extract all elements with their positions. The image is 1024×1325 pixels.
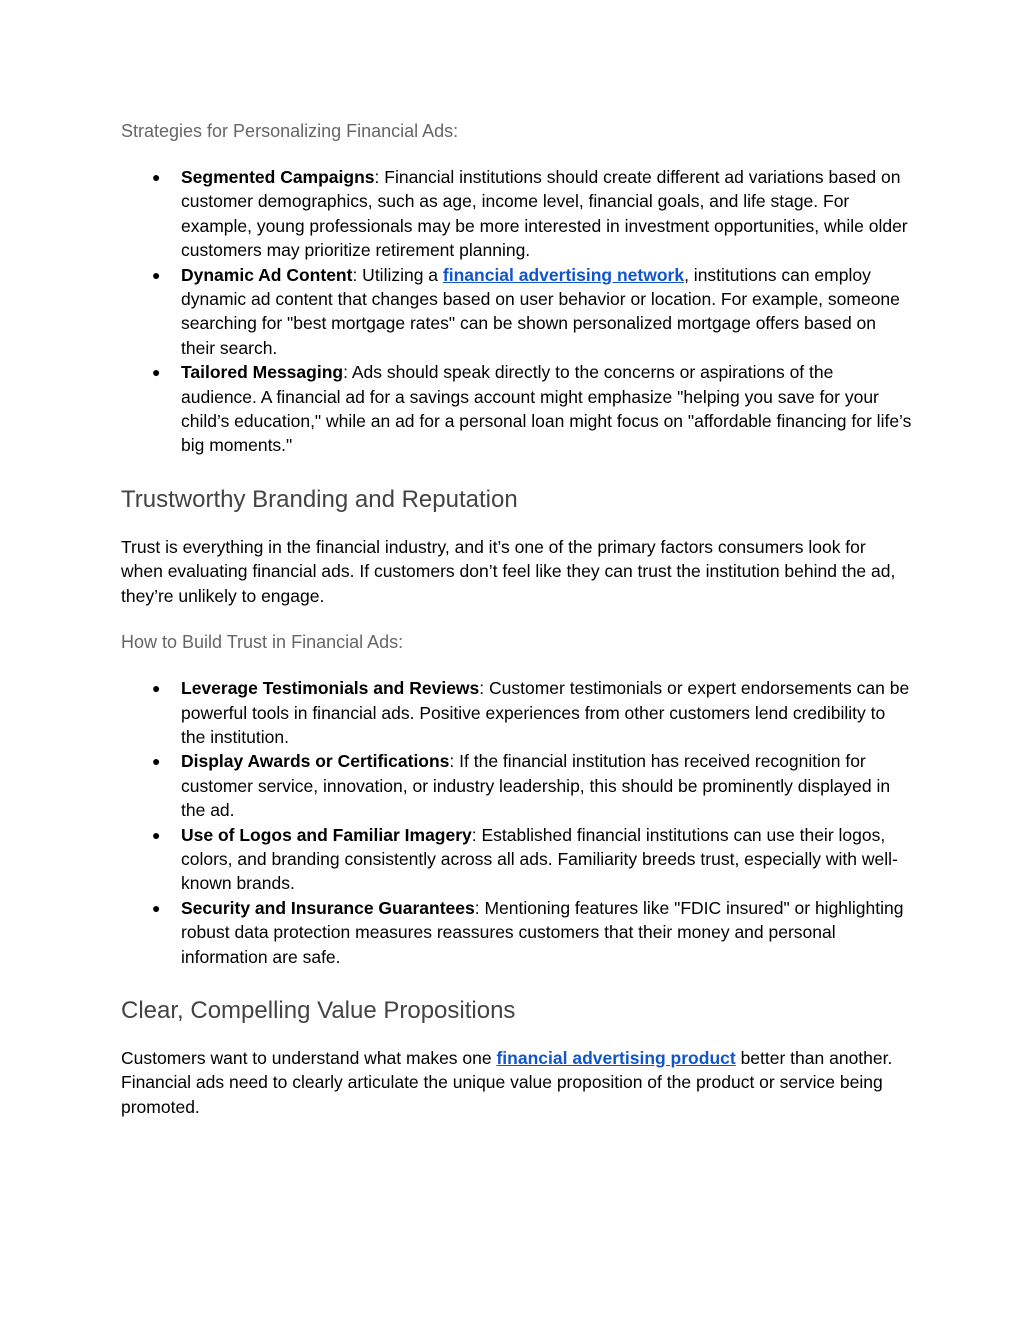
item-text-after-link: , institutions can employ dynamic ad content that changes based on user behavior or location. For example, someone searching for "best mortgage rates" can be shown personalized mortgage offers based on their search. — [181, 264, 900, 358]
item-text: : Ads should speak directly to the concerns or aspirations of the audience. A financial ad for a savings account might emphasize "helping you save for your child’s education," while an ad for a personal loan might focus on "affordable financing for life’s big moments." — [181, 362, 912, 456]
bullet-icon: ● — [152, 680, 161, 697]
list-item — [152, 896, 912, 969]
item-text: : Customer testimonials or expert endorsements can be powerful tools in financial ads. Positive experiences from other customers lend credibility to the institution. — [181, 678, 910, 747]
item-text: : Financial institutions should create different ad variations based on customer demographics, such as age, income level, financial goals, and life stage. For example, young professionals may be more interested in investment opportunities, while older customers may prioritize retirement planning. — [181, 167, 908, 261]
item-title: Use of Logos and Familiar Imagery — [181, 824, 472, 845]
item-title: Leverage Testimonials and Reviews — [181, 678, 480, 699]
financial-advertising-network-link[interactable]: financial advertising network — [442, 264, 685, 285]
item-title: Display Awards or Certifications — [181, 751, 450, 772]
bullet-icon: ● — [152, 364, 161, 381]
item-text: : Mentioning features like "FDIC insured" or highlighting robust data protection measures reassures customers that their money and personal information are safe. — [181, 897, 904, 967]
trust-paragraph: Trust is everything in the financial industry, and it’s one of the primary factors consumers look for when evaluating financial ads. If customers don’t feel like they can trust the institution behind the ad, they’re unlikely to engage. — [121, 536, 896, 606]
subheading-build-trust: How to Build Trust in Financial Ads: — [121, 632, 404, 653]
trust-list — [121, 676, 912, 969]
list-item — [152, 165, 912, 263]
personalization-list — [121, 165, 912, 458]
list-item — [152, 749, 912, 822]
item-text: : Established financial institutions can use their logos, colors, and branding consistently across all ads. Familiarity breeds trust, especially with well-known brands. — [181, 824, 898, 894]
list-item — [152, 360, 912, 458]
item-text: : If the financial institution has received recognition for customer service, innovation, or industry leadership, this should be prominently displayed in the ad. — [181, 751, 891, 821]
paragraph-text-after-link: better than another. Financial ads need to clearly articulate the unique value proposition of the product or service being promoted. — [121, 1047, 893, 1117]
item-title: Security and Insurance Guarantees — [181, 897, 475, 918]
bullet-icon: ● — [152, 899, 161, 916]
item-title: Dynamic Ad Content — [181, 264, 353, 285]
list-item — [152, 823, 912, 896]
list-item — [152, 676, 912, 749]
list-item — [152, 263, 912, 361]
subheading-personalizing-strategies: Strategies for Personalizing Financial Ads: — [121, 121, 459, 141]
value-proposition-paragraph — [121, 1046, 912, 1119]
paragraph-text-before-link: Customers want to understand what makes one — [121, 1047, 497, 1068]
bullet-icon: ● — [152, 826, 161, 843]
heading-value-propositions: Clear, Compelling Value Propositions — [121, 996, 516, 1024]
financial-advertising-product-link[interactable]: financial advertising product — [496, 1047, 736, 1068]
bullet-icon: ● — [152, 169, 161, 185]
bullet-icon: ● — [152, 753, 161, 770]
item-text-before-link: : Utilizing a — [352, 264, 443, 285]
item-title: Tailored Messaging — [181, 362, 344, 383]
item-title: Segmented Campaigns — [181, 167, 375, 187]
bullet-icon: ● — [152, 266, 161, 283]
heading-trustworthy-branding: Trustworthy Branding and Reputation — [121, 485, 518, 513]
